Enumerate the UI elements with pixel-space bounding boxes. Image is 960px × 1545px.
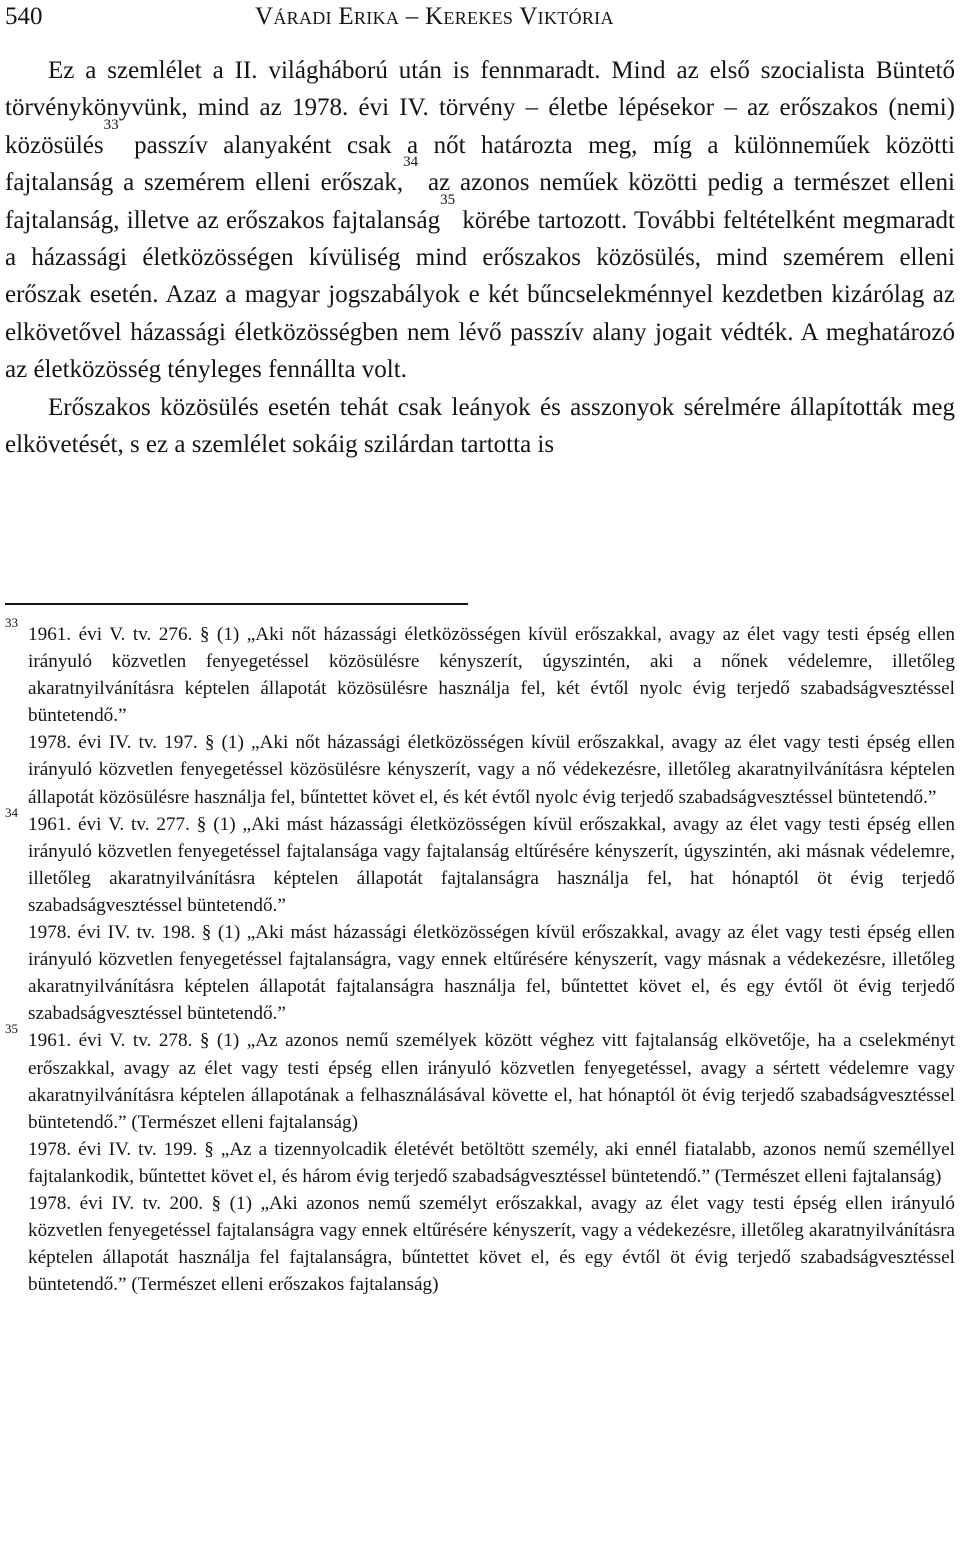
- footnote-paragraph: 1978. évi IV. tv. 200. § (1) „Aki azonos nemű személyt erőszakkal, avagy az élet vagy testi épség ellen irányuló közvetlen fenyegetéssel fajtalanságra vagy ennek eltűrésére kényszerít, vagy a védekezésre, illetőleg akaratnyilvánításra képtelen állapotát használja fel fajtalanságra, bűntettet követ el, és egy évtől öt évig terjedő szabadságvesztéssel büntetendő.” (Természet elleni erőszakos fajtalanság): [28, 1192, 955, 1296]
- footnote-33: [5, 615, 955, 811]
- body-paragraph-1: [5, 52, 955, 389]
- footnote-paragraph: 1961. évi V. tv. 276. § (1) „Aki nőt házassági életközösségen kívül erőszakkal, avagy az élet vagy testi épség ellen irányuló közvetlen fenyegetéssel közösülésre kényszerít, úgyszintén, aki a nőnek védelemre, illetőleg akaratnyilvánításra képtelen állapotát közösülésre használja fel, két évtől nyolc évig terjedő szabadságvesztéssel büntetendő.”: [28, 624, 955, 727]
- body-paragraph-2: Erőszakos közösülés esetén tehát csak leányok és asszonyok sérelmére állapították meg elkövetését, s ez a szemlélet sokáig szilárdan tartotta is: [5, 393, 955, 459]
- footnote-paragraph: 1961. évi V. tv. 277. § (1) „Aki mást házassági életközösségen kívül erőszakkal, avagy az élet vagy testi épség ellen irányuló közvetlen fenyegetéssel fajtalansága vagy fajtalanság eltűrésére kényszerít, úgyszintén, aki másnak védelemre, illetőleg akaratnyilvánításra képtelen állapotát fajtalanságra használja fel, hat hónaptól öt évig terjedő szabadságvesztéssel büntetendő.”: [28, 813, 955, 916]
- footnote-number: 35: [5, 1021, 18, 1037]
- footnote-paragraph: 1978. évi IV. tv. 199. § „Az a tizennyolcadik életévét betöltött személy, aki ennél fiatalabb, azonos nemű személlyel fajtalankodik, bűntettet követ el, és három évig terjedő szabadságvesztéssel büntetendő.” (Természet elleni fajtalanság): [28, 1138, 955, 1187]
- footnote-paragraph: 1961. évi V. tv. 278. § (1) „Az azonos nemű személyek között véghez vitt fajtalanság elkövetője, ha a cselekményt erőszakkal, avagy az élet vagy testi épség ellen irányuló közvetlen fenyegetéssel, avagy a sértett védelemre vagy akaratnyilvánításra képtelen állapotának a felhasználásával követte el, hat hónaptól öt évig terjedő szabadságvesztéssel büntetendő.” (Természet elleni fajtalanság): [28, 1030, 955, 1133]
- body-text: [5, 52, 955, 463]
- footnote-ref-34[interactable]: 34: [403, 154, 419, 171]
- body-text-segment: Ez a szemlélet a II. világháború után is fennmaradt. Mind az első szocialista Büntető törvénykönyvünk, mind az 1978. évi IV. törvény – életbe lépésekor – az erőszakos (nemi) közösülés: [5, 57, 955, 159]
- footnote-35: [5, 1021, 955, 1298]
- footnotes: [5, 615, 955, 1298]
- body-text-segment: passzív alanyaként csak a nőt határozta meg, míg a különneműek közötti fajtalanság a szemérem elleni erőszak,: [5, 131, 955, 197]
- footnote-ref-33[interactable]: 33: [103, 116, 119, 133]
- header-authors: Váradi Erika – Kerekes Viktória: [255, 3, 614, 30]
- running-head: [5, 0, 955, 36]
- body-text-segment: körébe tartozott. További feltételként megmaradt a házassági életközösségen kívüliség mind erőszakos közösülés, mind szemérem elleni erőszak esetén. Azaz a magyar jogszabályok e két bűncselekménnyel kezdetben kizárólag az elkövetővel házassági életközösségben nem lévő passzív alany jogait védték. A meghatározó az életközösség tényleges fennállta volt.: [5, 206, 956, 384]
- footnote-paragraph: 1978. évi IV. tv. 198. § (1) „Aki mást házassági életközösségen kívül erőszakkal, avagy az élet vagy testi épség ellen irányuló közvetlen fenyegetéssel fajtalanságra, vagy ennek eltűrésére kényszerít, vagy másnak a védekezésre, illetőleg akaratnyilvánításra képtelen állapotát fajtalanságra használja fel, bűntettet követ el, és egy évtől öt évig terjedő szabadságvesztéssel büntetendő.”: [28, 922, 955, 1025]
- footnote-number: 34: [5, 804, 18, 820]
- footnote-number: 33: [5, 615, 18, 630]
- footnote-separator: [5, 603, 468, 605]
- footnote-ref-35[interactable]: 35: [440, 191, 456, 208]
- body-text-segment: az azonos neműek közötti pedig a természet elleni fajtalanság, illetve az erőszakos fajtalanság: [5, 169, 955, 234]
- footnote-34: [5, 804, 955, 1028]
- footnote-paragraph: 1978. évi IV. tv. 197. § (1) „Aki nőt házassági életközösségen kívül erőszakkal, avagy az élet vagy testi épség ellen irányuló közvetlen fenyegetéssel közösülésre kényszerít, vagy a nő védekezésre, illetőleg akaratnyilvánításra képtelen állapotát közösülésre használja fel, bűntettet követ el, és két évtől nyolc évig terjedő szabadságvesztéssel büntetendő.”: [28, 732, 955, 808]
- page-number: 540: [5, 3, 43, 30]
